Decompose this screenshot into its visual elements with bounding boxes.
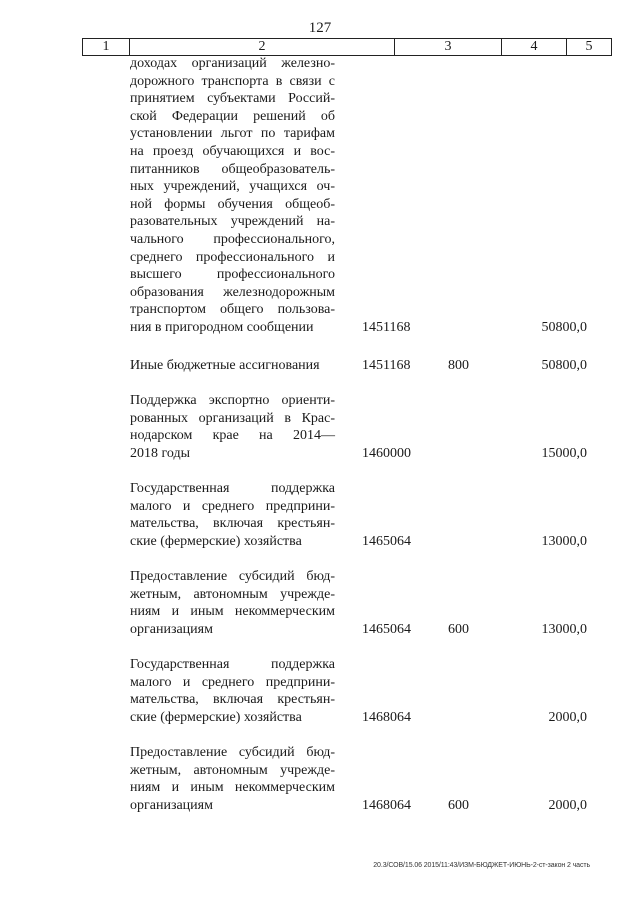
description-line: установлении льгот по тарифам xyxy=(130,126,335,142)
description-line: организациям xyxy=(130,621,213,637)
description-line: Предоставление субсидий бюд- xyxy=(130,745,335,760)
description-line: Государственная поддержка xyxy=(130,657,335,672)
header-col-4: 4 xyxy=(530,39,538,54)
description-line: 2018 годы xyxy=(130,445,191,461)
description-line: разовательных учреждений на- xyxy=(130,214,335,230)
description-line: ской Федерации решений об xyxy=(130,108,335,124)
target-article-code: 1451168 xyxy=(362,320,411,335)
description-line: принятием субъектами Россий- xyxy=(130,91,335,107)
amount-value: 2000,0 xyxy=(548,797,587,813)
description-line: дорожного транспорта в связи с xyxy=(130,73,335,89)
description-line: малого и среднего предприни- xyxy=(130,498,335,514)
description-line: жетным, автономным учрежде- xyxy=(130,762,335,778)
description-line: питанников общеобразователь- xyxy=(130,161,335,177)
page-number: 127 xyxy=(308,20,332,36)
description-line: Предоставление субсидий бюд- xyxy=(130,569,335,584)
description-line: мательства, включая крестьян- xyxy=(130,516,335,532)
amount-value: 15000,0 xyxy=(541,445,587,461)
header-col-1: 1 xyxy=(102,39,110,54)
header-col-3: 3 xyxy=(444,39,452,54)
description-line: ские (фермерские) хозяйства xyxy=(130,709,302,725)
row-description xyxy=(130,568,335,638)
target-article-code: 1465064 xyxy=(362,621,411,637)
amount-value: 50800,0 xyxy=(541,320,587,335)
description-line: ниям и иным некоммерческим xyxy=(130,604,335,620)
header-col-5: 5 xyxy=(585,39,593,54)
expense-type-code: 800 xyxy=(448,358,469,373)
description-line: ские (фермерские) хозяйства xyxy=(130,533,302,549)
expense-type-code: 600 xyxy=(448,621,469,637)
description-line: чального профессионального, xyxy=(130,231,335,247)
description-line: организациям xyxy=(130,797,213,813)
amount-value: 13000,0 xyxy=(541,533,587,549)
description-line: Иные бюджетные ассигнования xyxy=(130,358,320,373)
description-line: транспортом общего пользова- xyxy=(130,302,335,318)
row-description xyxy=(130,480,335,550)
description-line: образования железнодорожным xyxy=(130,284,335,300)
description-line: малого и среднего предприни- xyxy=(130,674,335,690)
description-line: ния в пригородном сообщении xyxy=(130,319,314,335)
description-line: Государственная поддержка xyxy=(130,481,335,496)
amount-value: 50800,0 xyxy=(541,358,587,373)
row-description xyxy=(130,656,335,726)
target-article-code: 1465064 xyxy=(362,533,411,549)
description-line: высшего профессионального xyxy=(130,267,335,283)
amount-value: 2000,0 xyxy=(548,709,587,725)
description-line: жетным, автономным учрежде- xyxy=(130,586,335,602)
description-line: на проезд обучающихся и вос- xyxy=(130,143,335,159)
row-description xyxy=(130,55,335,337)
header-col-2: 2 xyxy=(258,39,266,54)
description-line: ниям и иным некоммерческим xyxy=(130,780,335,796)
row-description xyxy=(130,392,335,462)
target-article-code: 1460000 xyxy=(362,445,411,461)
target-article-code: 1468064 xyxy=(362,797,411,813)
description-line: рованных организаций в Крас- xyxy=(130,410,335,426)
description-line: среднего профессионального и xyxy=(130,249,335,265)
target-article-code: 1468064 xyxy=(362,709,411,725)
amount-value: 13000,0 xyxy=(541,621,587,637)
expense-type-code: 600 xyxy=(448,797,469,813)
description-line: ных учреждений, учащихся оч- xyxy=(130,179,335,195)
description-line: нодарском крае на 2014— xyxy=(130,428,335,444)
row-description xyxy=(130,357,335,375)
footer-file-reference: 20.3/СОВ/15.06 2015/11:43/ИЗМ-БЮДЖЕТ-ИЮНЬ-2-ст-закон 2 часть xyxy=(373,862,590,869)
description-line: Поддержка экспортно ориенти- xyxy=(130,393,335,408)
target-article-code: 1451168 xyxy=(362,358,411,373)
table-header xyxy=(82,38,612,56)
row-description xyxy=(130,744,335,814)
description-line: ной формы обучения общеоб- xyxy=(130,196,335,212)
description-line: мательства, включая крестьян- xyxy=(130,692,335,708)
description-line: доходах организаций железно- xyxy=(130,56,335,71)
